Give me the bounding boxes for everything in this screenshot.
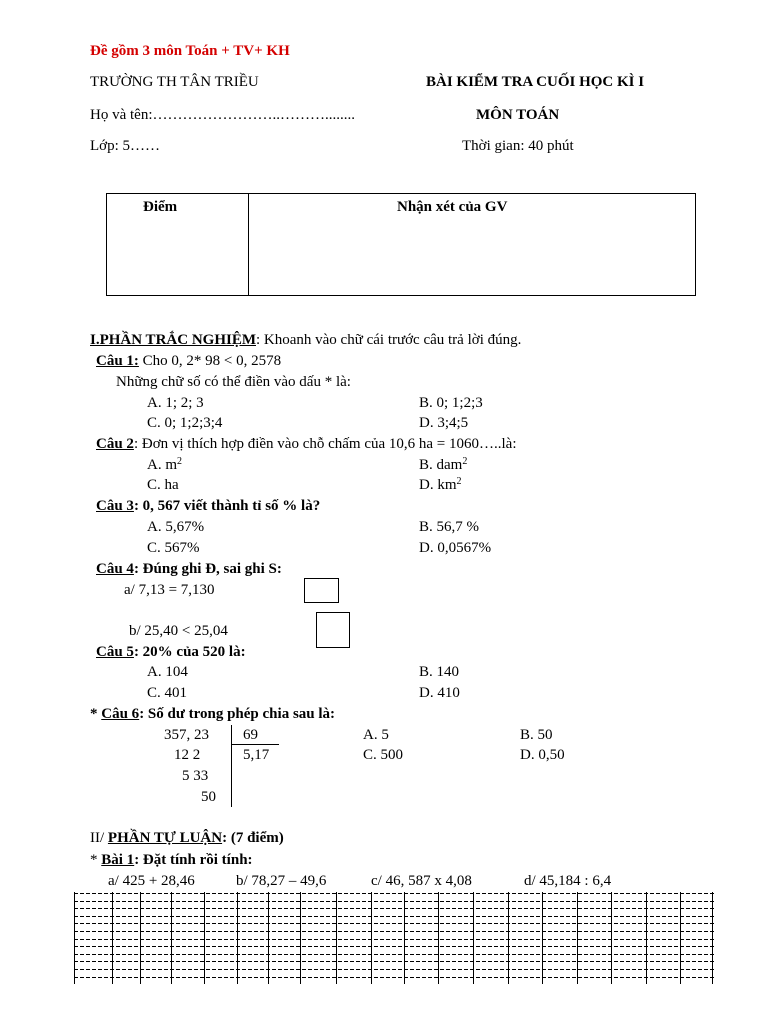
q2-option-d-sup: 2 xyxy=(456,476,462,487)
q1-option-a[interactable]: A. 1; 2; 3 xyxy=(147,395,204,411)
question-6-label: Câu 6 xyxy=(101,706,140,722)
exercise-1-a: a/ 425 + 28,46 xyxy=(108,873,195,889)
q4-answer-box-b[interactable] xyxy=(316,612,350,648)
q4-answer-box-a[interactable] xyxy=(304,578,339,603)
division-vertical-line xyxy=(231,725,232,807)
q3-option-a[interactable]: A. 5,67% xyxy=(147,519,205,535)
exercise-1-text: : Đặt tính rồi tính: xyxy=(134,852,253,868)
division-step-1: 12 2 xyxy=(174,747,201,763)
part1-heading-line xyxy=(90,331,521,349)
question-3 xyxy=(96,497,320,515)
question-5 xyxy=(96,643,246,661)
division-horizontal-line xyxy=(231,744,279,745)
score-table xyxy=(106,193,696,296)
q3-option-d[interactable]: D. 0,0567% xyxy=(419,540,492,556)
exercise-1-prefix: * xyxy=(90,852,102,868)
q2-option-a-text: A. m xyxy=(147,457,177,473)
q2-option-a-sup: 2 xyxy=(177,456,182,467)
q2-option-d[interactable] xyxy=(419,476,462,494)
question-4 xyxy=(96,560,282,578)
q5-option-a[interactable]: A. 104 xyxy=(147,664,188,680)
q5-option-d[interactable]: D. 410 xyxy=(419,685,460,701)
q2-option-a[interactable] xyxy=(147,456,182,474)
question-3-text: : 0, 567 viết thành tỉ số % là? xyxy=(133,498,321,514)
q2-option-c[interactable]: C. ha xyxy=(147,477,179,493)
exercise-1-c: c/ 46, 587 x 4,08 xyxy=(371,873,472,889)
school-name: TRƯỜNG TH TÂN TRIỀU xyxy=(90,74,259,90)
question-1-subtext: Những chữ số có thể điền vào dấu * là: xyxy=(116,374,351,390)
question-4-label: Câu 4 xyxy=(96,561,134,577)
question-2-text: : Đơn vị thích hợp điền vào chỗ chấm của 10,6 ha = 1060…..là: xyxy=(133,436,517,452)
part2-points: : (7 điểm) xyxy=(222,830,284,846)
exam-title: BÀI KIỂM TRA CUỐI HỌC KÌ I xyxy=(426,74,645,90)
q2-option-d-text: D. km xyxy=(419,477,457,493)
question-1 xyxy=(96,352,281,370)
q5-option-b[interactable]: B. 140 xyxy=(419,664,460,680)
q5-option-c[interactable]: C. 401 xyxy=(147,685,188,701)
answer-grid[interactable] xyxy=(74,892,714,984)
question-2-label: Câu 2 xyxy=(96,436,134,452)
question-1-text: Cho 0, 2* 98 < 0, 2578 xyxy=(138,353,282,369)
subject-title: MÔN TOÁN xyxy=(476,107,560,123)
time-limit: Thời gian: 40 phút xyxy=(462,138,574,154)
score-table-divider xyxy=(248,194,249,295)
question-6 xyxy=(90,705,335,723)
question-3-label: Câu 3 xyxy=(96,498,134,514)
question-1-label: Câu 1: xyxy=(96,353,139,369)
teacher-comment-header: Nhận xét của GV xyxy=(397,199,508,215)
q2-option-b-text: B. dam xyxy=(419,457,463,473)
q3-option-c[interactable]: C. 567% xyxy=(147,540,200,556)
question-6-prefix: * xyxy=(90,706,102,722)
division-step-2: 5 33 xyxy=(182,768,209,784)
exercise-1 xyxy=(90,851,253,869)
part1-heading: I.PHẦN TRẮC NGHIỆM xyxy=(90,332,256,348)
part2-prefix: II/ xyxy=(90,830,108,846)
part2-heading-line xyxy=(90,829,284,847)
q1-option-b[interactable]: B. 0; 1;2;3 xyxy=(419,395,483,411)
q6-option-b[interactable]: B. 50 xyxy=(520,727,553,743)
grid-lines-group xyxy=(74,892,714,984)
question-4-text: : Đúng ghi Đ, sai ghi S: xyxy=(133,561,282,577)
q1-option-c[interactable]: C. 0; 1;2;3;4 xyxy=(147,415,223,431)
answer-grid-lines xyxy=(74,892,714,984)
q4-statement-a: a/ 7,13 = 7,130 xyxy=(124,582,215,598)
question-5-label: Câu 5 xyxy=(96,644,134,660)
question-2 xyxy=(96,435,517,453)
division-step-3: 50 xyxy=(201,789,216,805)
exercise-1-d: d/ 45,184 : 6,4 xyxy=(524,873,612,889)
student-name-field[interactable]: Họ và tên:……………………..………........ xyxy=(90,107,355,123)
part1-instruction: : Khoanh vào chữ cái trước câu trả lời đúng. xyxy=(255,332,522,348)
exercise-1-b: b/ 78,27 – 49,6 xyxy=(236,873,327,889)
division-divisor: 69 xyxy=(243,727,258,743)
q4-statement-b: b/ 25,40 < 25,04 xyxy=(129,623,228,639)
q1-option-d[interactable]: D. 3;4;5 xyxy=(419,415,469,431)
class-field[interactable]: Lớp: 5…… xyxy=(90,138,161,154)
exercise-1-label: Bài 1 xyxy=(101,852,135,868)
q2-option-b-sup: 2 xyxy=(462,456,468,467)
q6-option-a[interactable]: A. 5 xyxy=(363,727,389,743)
q3-option-b[interactable]: B. 56,7 % xyxy=(419,519,479,535)
question-6-text: : Số dư trong phép chia sau là: xyxy=(139,706,336,722)
part2-heading: PHẦN TỰ LUẬN xyxy=(107,830,223,846)
score-header: Điểm xyxy=(143,199,178,215)
q6-option-d[interactable]: D. 0,50 xyxy=(520,747,565,763)
q6-option-c[interactable]: C. 500 xyxy=(363,747,404,763)
q2-option-b[interactable] xyxy=(419,456,467,474)
question-5-text: : 20% của 520 là: xyxy=(133,644,246,660)
division-quotient: 5,17 xyxy=(243,747,270,763)
division-dividend: 357, 23 xyxy=(164,727,209,743)
exam-note: Đề gồm 3 môn Toán + TV+ KH xyxy=(90,43,290,59)
